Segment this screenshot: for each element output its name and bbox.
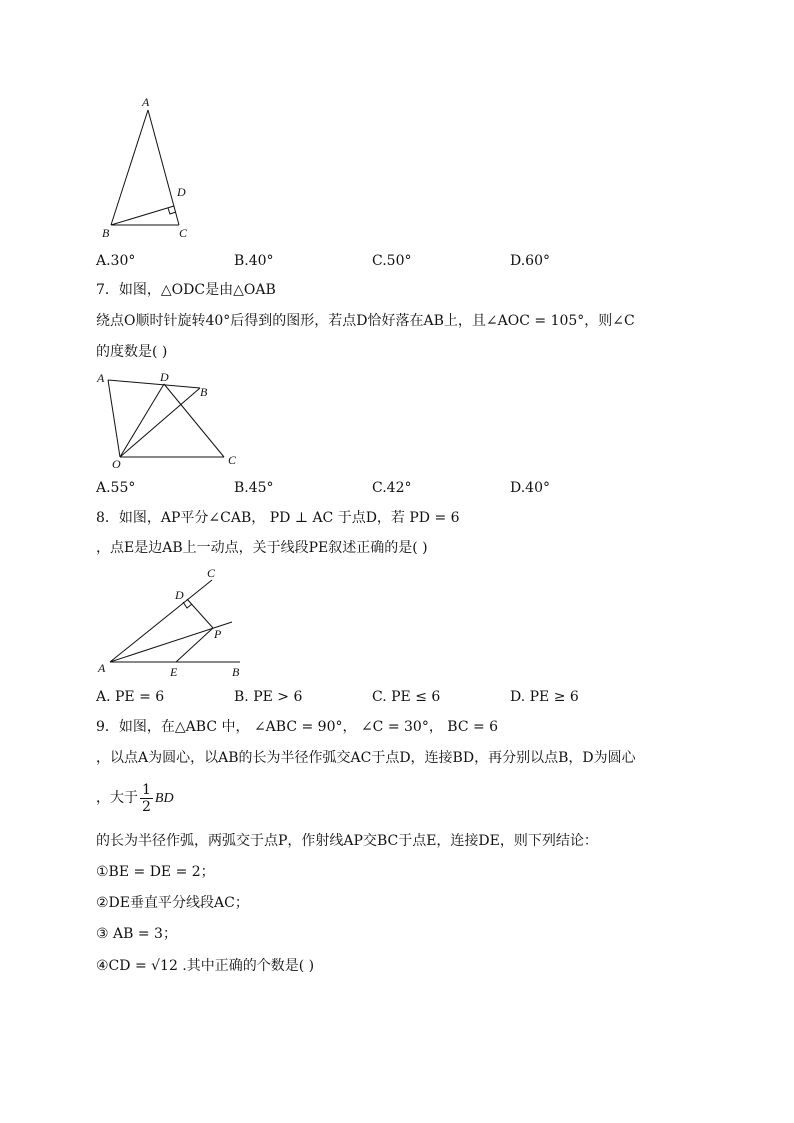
q7-option-c[interactable]: C.42° — [372, 480, 412, 496]
q8-label-D: D — [175, 588, 184, 602]
q9-stem-line3 — [96, 778, 174, 819]
q9-stem-line2: ，以点A为圆心，以AB的长为半径作弧交AC于点D，连接BD，再分别以点B，D为圆心 — [96, 750, 636, 766]
q6-label-D: D — [177, 185, 186, 199]
q9-frac-num: 1 — [142, 781, 151, 798]
q6-triangle-figure — [96, 94, 196, 244]
q6-label-B: B — [102, 226, 110, 240]
q8-option-d[interactable]: D. PE ≥ 6 — [510, 689, 579, 705]
q8-label-B: B — [232, 665, 240, 679]
q9-conclusion-2: ②DE垂直平分线段AC； — [96, 895, 249, 911]
q9-conclusion-3: ③ AB = 3； — [96, 926, 177, 942]
q7-label-D: D — [160, 370, 169, 384]
q9-stem-line1: 9．如图，在△ABC 中， ∠ABC = 90°， ∠C = 30°， BC = 6 — [96, 719, 499, 735]
q8-label-E: E — [170, 665, 178, 679]
q9-stem-line4: 的长为半径作弧，两弧交于点P，作射线AP交BC于点E，连接DE，则下列结论： — [96, 833, 598, 849]
q7-label-C: C — [228, 453, 237, 467]
q7-stem-line3: 的度数是( ) — [96, 344, 168, 360]
q8-stem-line1: 8．如图，AP平分∠CAB， PD ⊥ AC 于点D，若 PD = 6 — [96, 510, 460, 526]
q9-frac-den: 2 — [142, 798, 151, 815]
q6-option-a[interactable]: A.30° — [96, 253, 136, 269]
q9-conclusion-1: ①BE = DE = 2； — [96, 864, 215, 880]
q6-option-d[interactable]: D.60° — [510, 253, 550, 269]
q8-option-c[interactable]: C. PE ≤ 6 — [372, 689, 441, 705]
q7-label-A: A — [97, 371, 105, 385]
q8-label-P: P — [214, 627, 222, 641]
q6-option-b[interactable]: B.40° — [234, 253, 274, 269]
q8-bisector-figure — [94, 564, 254, 684]
q9-line3-suffix: BD — [154, 791, 174, 806]
q7-stem-line2: 绕点O顺时针旋转40°后得到的图形，若点D恰好落在AB上，且∠AOC = 105°，则∠C — [96, 313, 635, 329]
q8-option-a[interactable]: A. PE = 6 — [96, 689, 165, 705]
q6-label-A: A — [142, 95, 150, 109]
q7-rotation-figure — [94, 368, 254, 478]
q8-label-C: C — [207, 566, 216, 580]
q9-line3-prefix: ，大于 — [96, 790, 138, 806]
q8-stem-line2: ，点E是边AB上一动点，关于线段PE叙述正确的是( ) — [96, 540, 428, 556]
q7-label-O: O — [112, 457, 121, 471]
q7-option-a[interactable]: A.55° — [96, 480, 136, 496]
q9-fraction — [140, 782, 153, 815]
q7-option-d[interactable]: D.40° — [510, 480, 550, 496]
q7-option-b[interactable]: B.45° — [234, 480, 274, 496]
q7-label-B: B — [200, 385, 208, 399]
q8-label-A: A — [98, 661, 106, 675]
q9-conclusion-4: ④CD = √12 .其中正确的个数是( ) — [96, 958, 315, 974]
q6-label-C: C — [179, 226, 188, 240]
q8-option-b[interactable]: B. PE > 6 — [234, 689, 303, 705]
q7-stem-line1: 7．如图，△ODC是由△OAB — [96, 282, 276, 298]
q6-option-c[interactable]: C.50° — [372, 253, 412, 269]
